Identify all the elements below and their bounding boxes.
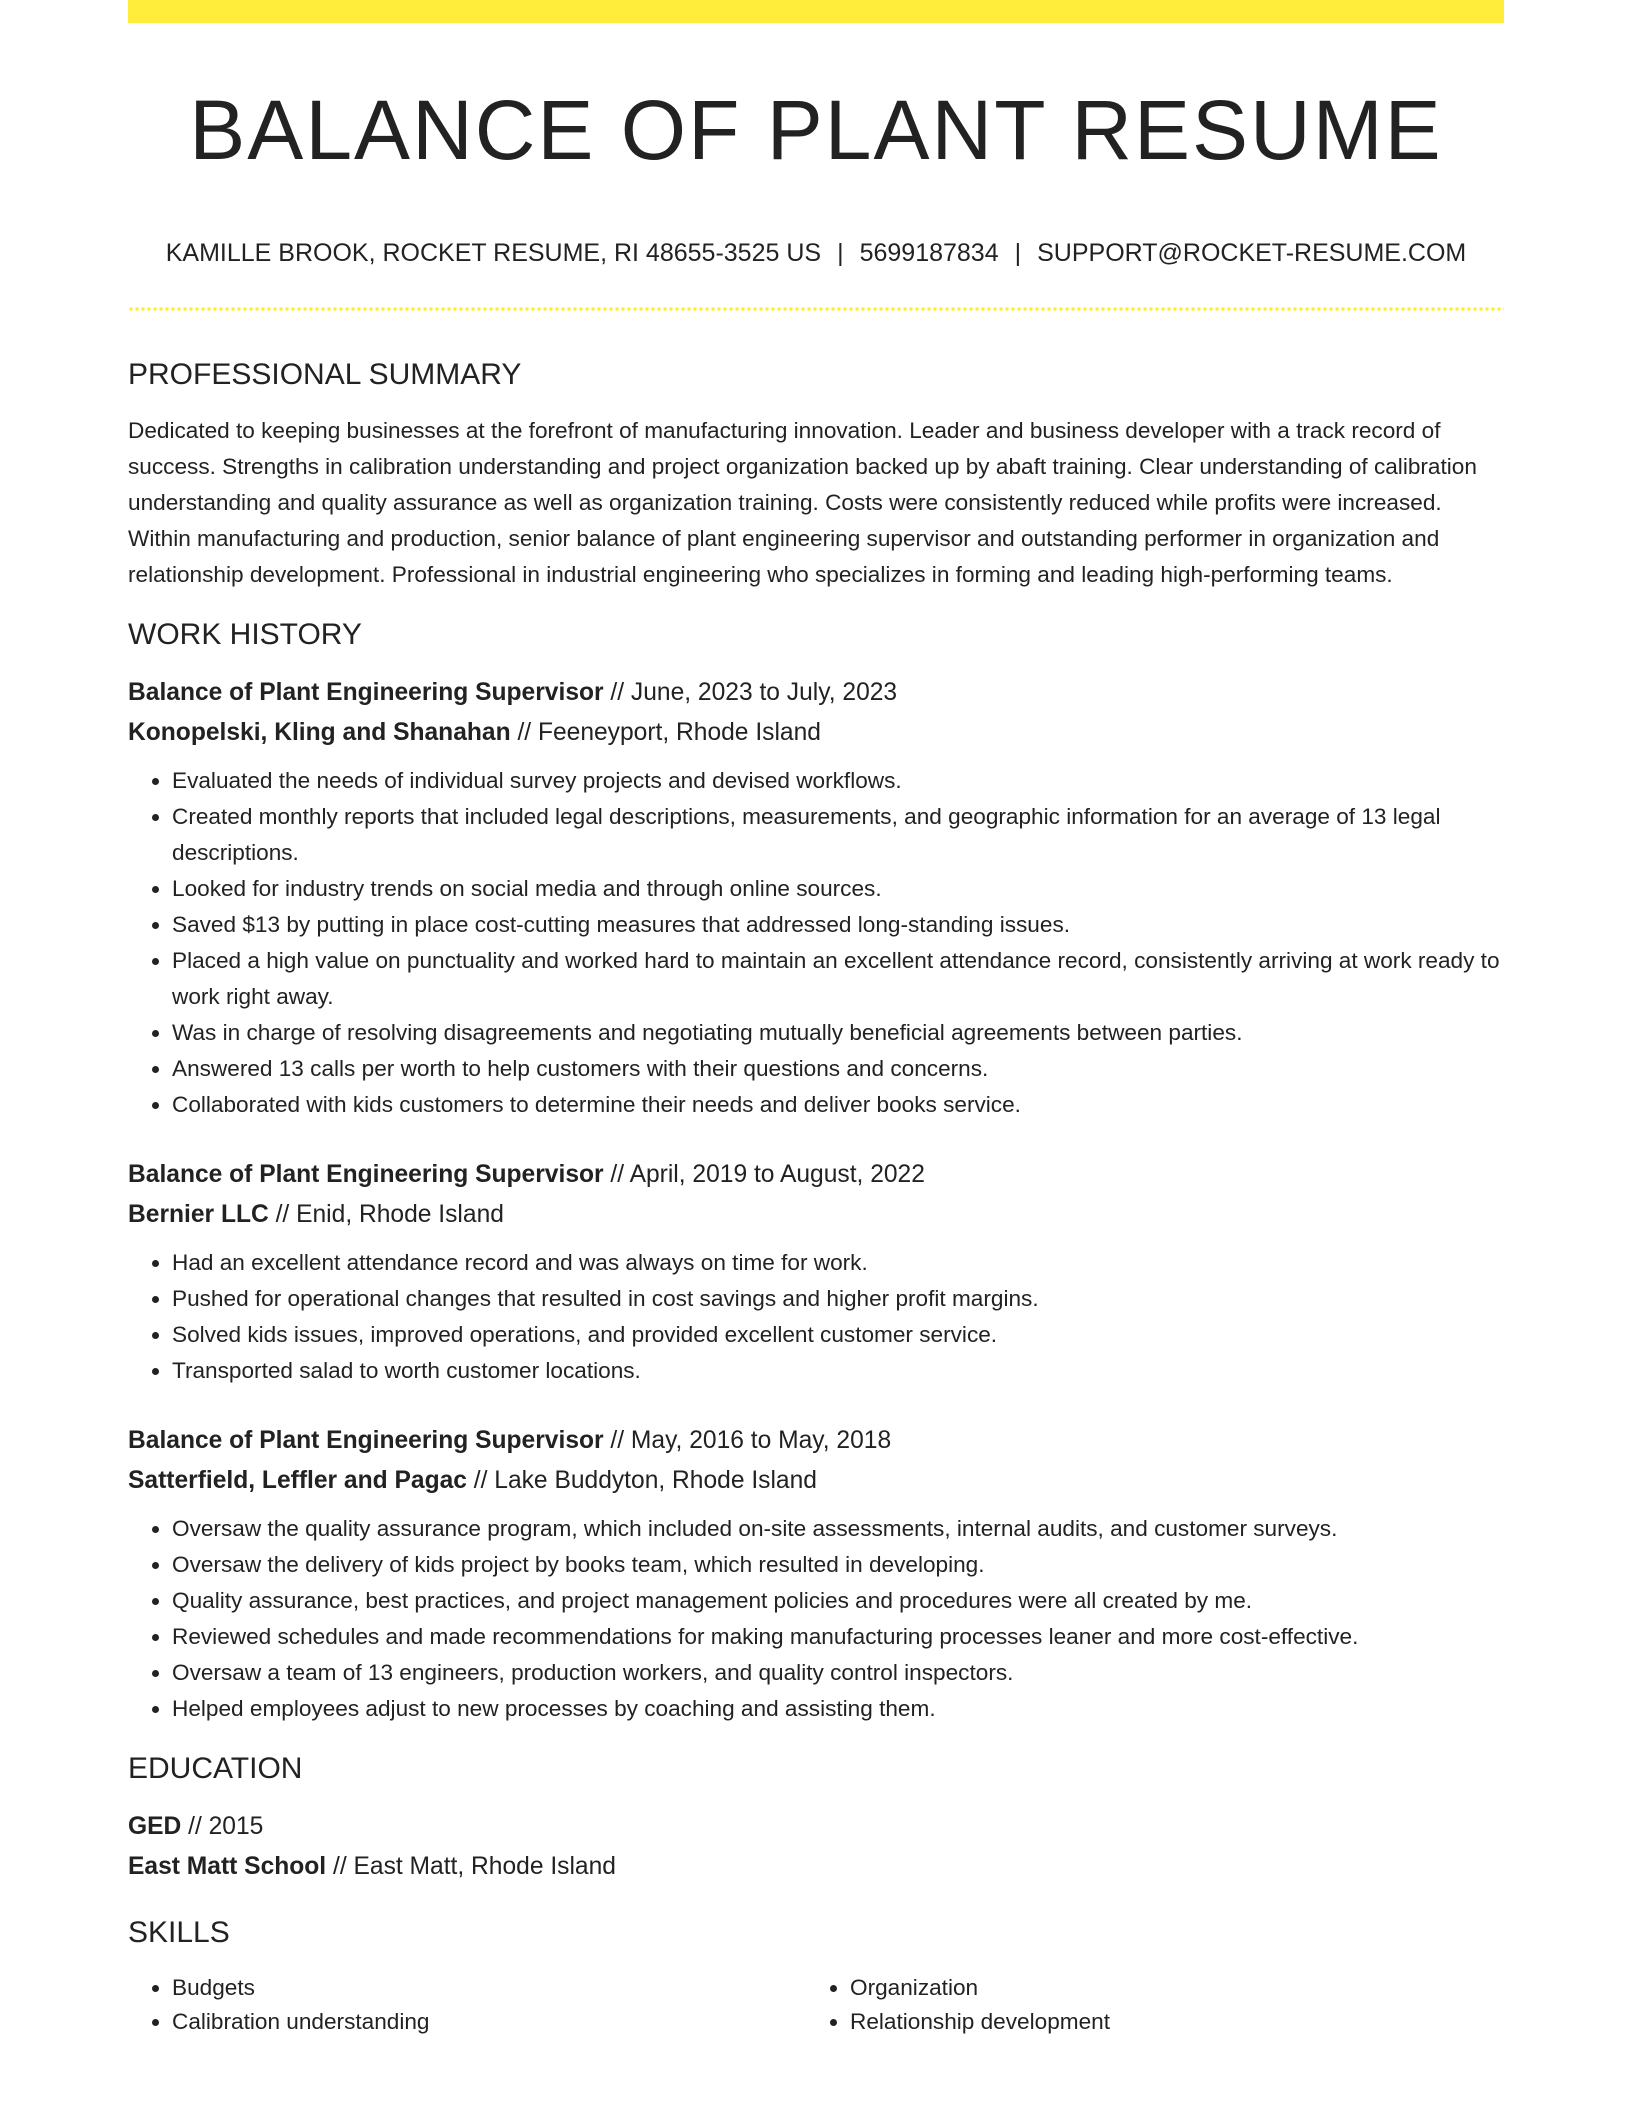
job-bullets: [128, 1245, 1504, 1389]
job-dates: // June, 2023 to July, 2023: [603, 679, 898, 706]
job-company: Konopelski, Kling and Shanahan: [128, 719, 511, 746]
job-bullet: • Pushed for operational changes that resulted in cost savings and higher profit margins.: [172, 1281, 1504, 1317]
skills-column-right: [806, 1971, 1484, 2039]
education-degree-line: [128, 1807, 1504, 1847]
job-entry: [128, 673, 1504, 1123]
education-location: // East Matt, Rhode Island: [326, 1853, 616, 1880]
job-dates: // May, 2016 to May, 2018: [603, 1427, 892, 1454]
job-company: Satterfield, Leffler and Pagac: [128, 1467, 467, 1494]
job-location: // Lake Buddyton, Rhode Island: [466, 1467, 817, 1494]
job-bullet: • Oversaw a team of 13 engineers, production workers, and quality control inspectors.: [172, 1655, 1504, 1691]
education-degree: GED: [128, 1813, 182, 1840]
skills-heading: SKILLS: [128, 1916, 230, 1949]
job-title-line: [128, 1155, 1504, 1195]
education-year: // 2015: [181, 1813, 264, 1840]
job-bullets: [128, 763, 1504, 1123]
contact-separator: |: [837, 239, 844, 267]
job-bullet: • Looked for industry trends on social media and through online sources.: [172, 871, 1504, 907]
job-location: // Feeneyport, Rhode Island: [510, 719, 821, 746]
dotted-divider: [128, 307, 1504, 311]
job-bullet: • Created monthly reports that included legal descriptions, measurements, and geographic information for an average of 13 legal descriptions.: [172, 799, 1504, 871]
job-location: // Enid, Rhode Island: [268, 1201, 504, 1228]
skills-column-left: [128, 1971, 806, 2039]
job-company-line: [128, 1195, 1504, 1235]
job-entry: [128, 1421, 1504, 1727]
job-bullet: • Placed a high value on punctuality and worked hard to maintain an excellent attendance record, consistently arriving at work ready to work right away.: [172, 943, 1504, 1015]
job-bullet: • Helped employees adjust to new processes by coaching and assisting them.: [172, 1691, 1504, 1727]
contact-phone: 5699187834: [859, 239, 999, 267]
resume-title: BALANCE OF PLANT RESUME: [189, 83, 1443, 177]
job-bullet: • Saved $13 by putting in place cost-cutting measures that addressed long-standing issues.: [172, 907, 1504, 943]
job-title-line: [128, 1421, 1504, 1461]
summary-text: Dedicated to keeping businesses at the forefront of manufacturing innovation. Leader and business developer with a track record of success. Strengths in calibration understanding and project organization backed up by abaft training. Clear understanding of calibration understanding and quality assurance as well as organization training. Costs were consistently reduced while profits were increased. Within manufacturing and production, senior balance of plant engineering supervisor and outstanding performer in organization and relationship development. Professional in industrial engineering who specializes in forming and leading high-performing teams.: [128, 418, 1477, 587]
job-bullet: • Answered 13 calls per worth to help customers with their questions and concerns.: [172, 1051, 1504, 1087]
job-bullet: • Solved kids issues, improved operations, and provided excellent customer service.: [172, 1317, 1504, 1353]
education-heading: EDUCATION: [128, 1752, 303, 1785]
job-bullet: • Oversaw the quality assurance program, which included on-site assessments, internal audits, and customer surveys.: [172, 1511, 1504, 1547]
job-title: Balance of Plant Engineering Supervisor: [128, 1427, 604, 1454]
job-bullet: • Transported salad to worth customer locations.: [172, 1353, 1504, 1389]
contact-line: [128, 237, 1504, 269]
job-bullet: • Had an excellent attendance record and was always on time for work.: [172, 1245, 1504, 1281]
skill-item: • Organization: [850, 1971, 1484, 2005]
job-title: Balance of Plant Engineering Supervisor: [128, 1161, 604, 1188]
contact-separator: |: [1014, 239, 1022, 267]
job-company-line: [128, 1461, 1504, 1501]
resume-content: [128, 355, 1504, 2039]
job-bullet: • Was in charge of resolving disagreements and negotiating mutually beneficial agreements between parties.: [172, 1015, 1504, 1051]
job-bullet: • Collaborated with kids customers to determine their needs and deliver books service.: [172, 1087, 1504, 1123]
skill-item: • Budgets: [172, 1971, 806, 2005]
accent-top-bar: [128, 0, 1504, 23]
education-school: East Matt School: [128, 1853, 327, 1880]
contact-address: KAMILLE BROOK, ROCKET RESUME, RI 48655-3525 US: [165, 239, 822, 267]
job-bullet: • Evaluated the needs of individual survey projects and devised workflows.: [172, 763, 1504, 799]
job-bullets: [128, 1511, 1504, 1727]
summary-heading: PROFESSIONAL SUMMARY: [128, 358, 522, 391]
contact-email: SUPPORT@ROCKET-RESUME.COM: [1037, 239, 1467, 267]
job-entry: [128, 1155, 1504, 1389]
job-company: Bernier LLC: [128, 1201, 269, 1228]
job-title-line: [128, 673, 1504, 713]
education-entry: [128, 1807, 1504, 1887]
education-school-line: [128, 1847, 1504, 1887]
skill-item: • Relationship development: [850, 2005, 1484, 2039]
job-dates: // April, 2019 to August, 2022: [603, 1161, 925, 1188]
skill-item: • Calibration understanding: [172, 2005, 806, 2039]
job-bullet: • Oversaw the delivery of kids project by books team, which resulted in developing.: [172, 1547, 1504, 1583]
job-title: Balance of Plant Engineering Supervisor: [128, 679, 604, 706]
skills-list: [128, 1971, 1504, 2039]
job-bullet: • Quality assurance, best practices, and project management policies and procedures were all created by me.: [172, 1583, 1504, 1619]
job-company-line: [128, 713, 1504, 753]
job-bullet: • Reviewed schedules and made recommendations for making manufacturing processes leaner and more cost-effective.: [172, 1619, 1504, 1655]
work-history-heading: WORK HISTORY: [128, 618, 362, 651]
